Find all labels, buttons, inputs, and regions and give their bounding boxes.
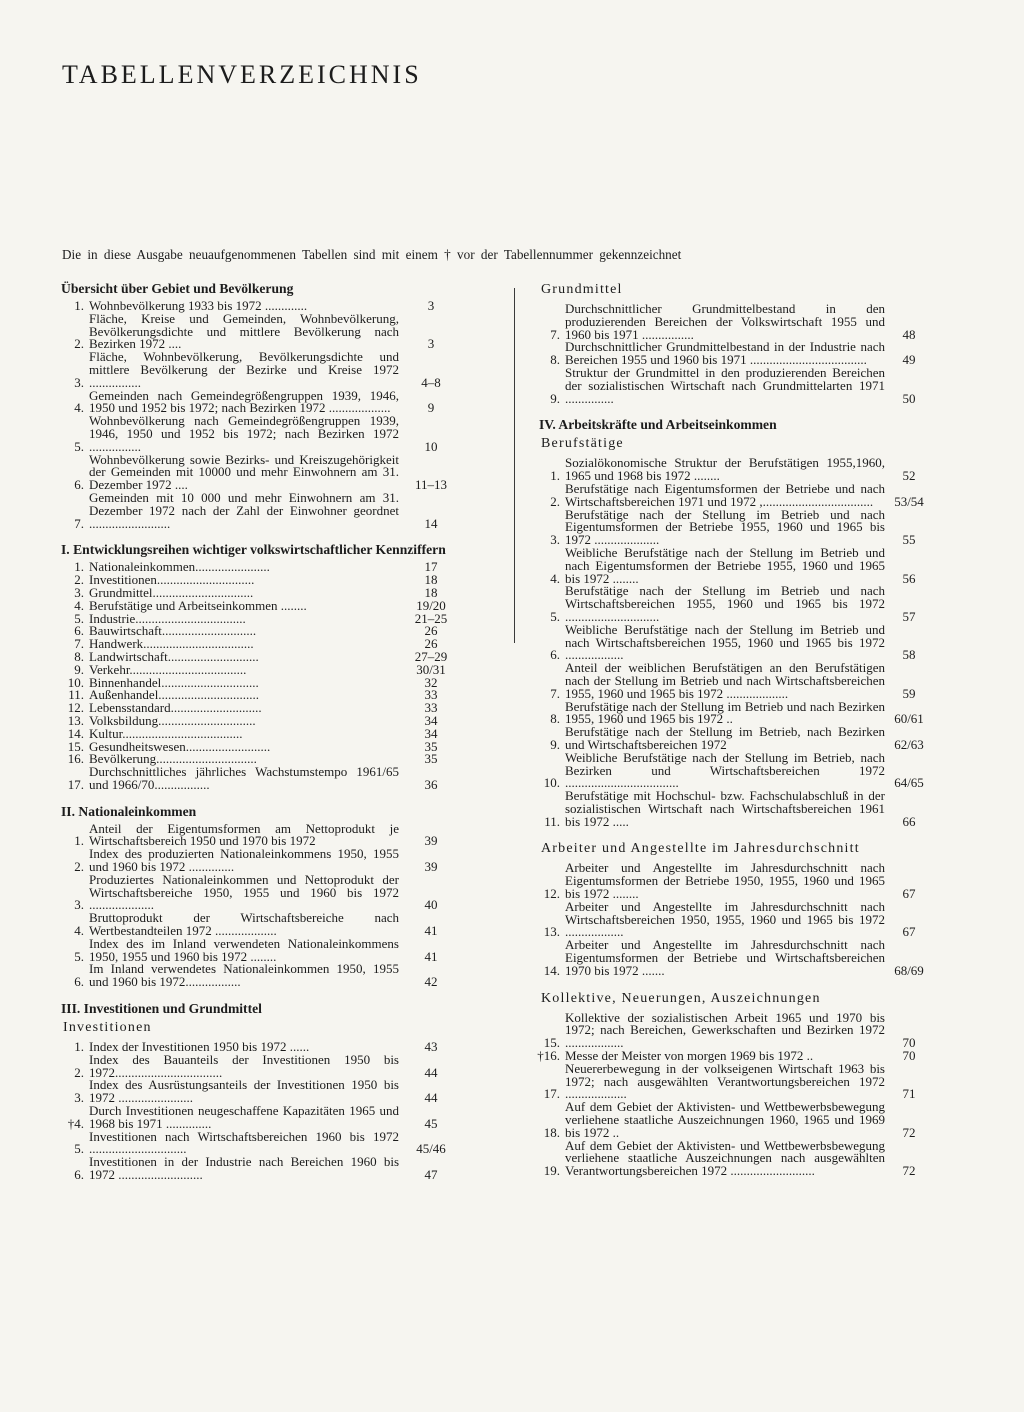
toc-entry	[55, 1128, 463, 1157]
entry-title: Fläche, Kreise und Gemeinden, Wohnbevölkerung, Bevölkerungsdichte und mittlere Bevölkerung nach Bezirken 1972 ....	[89, 310, 399, 352]
entry-title: Berufstätige nach Eigentumsformen der Betriebe und nach Wirtschaftsbereichen 1971 und 1972 ,..................................	[565, 480, 885, 509]
toc-entry	[533, 303, 933, 341]
entry-page: 10	[424, 438, 438, 454]
entry-page: 64/65	[894, 775, 924, 791]
entry-page: 66	[902, 813, 916, 829]
entry-number: 5.	[74, 610, 84, 626]
entry-title: Anteil der Eigentumsformen am Nettoprodukt je Wirtschaftsbereich 1950 und 1970 bis 1972	[89, 820, 399, 849]
entry-page: 41	[424, 948, 438, 964]
entry-title: Im Inland verwendetes Nationaleinkommen 1950, 1955 und 1960 bis 1972.................	[89, 961, 399, 990]
section-heading: II. Nationaleinkommen	[61, 803, 197, 819]
entry-title: Bruttoprodukt der Wirtschaftsbereiche nach Wertbestandteilen 1972 ...................	[89, 910, 399, 939]
toc-entry	[55, 1079, 463, 1105]
entry-title: Bauwirtschaft.............................	[89, 623, 257, 639]
entry-title: Investitionen nach Wirtschaftsbereichen 1960 bis 1972 ..............................	[89, 1128, 399, 1157]
toc-entry	[55, 489, 463, 531]
entry-number: 14.	[67, 725, 84, 741]
entry-title: Verkehr....................................	[89, 661, 247, 677]
entry-title: Arbeiter und Angestellte im Jahresdurchschnitt nach Eigentumsformen der Betriebe und Wirtschaftsbereichen 1970 bis 1972 .......	[565, 937, 885, 978]
entry-title: Lebensstandard............................	[89, 700, 262, 716]
entry-title: Wohnbevölkerung nach Gemeindegrößengruppen 1939, 1946, 1950 und 1952 bis 1972; nach Bezirken 1972 ................	[89, 413, 399, 454]
entry-title: Weibliche Berufstätige nach der Stellung im Betrieb und nach Eigentumsformen der Betriebe 1955, 1960 und 1965 bis 1972 ........	[565, 544, 885, 586]
section-heading: I. Entwicklungsreihen wichtiger volkswirtschaftlicher Kennziffern	[61, 542, 446, 558]
toc-entry	[55, 935, 463, 964]
entry-page: 70	[902, 1048, 916, 1064]
toc-entry	[533, 662, 933, 700]
entry-number: 12.	[543, 886, 560, 902]
entry-page: 3	[427, 298, 435, 313]
entry-title: Sozialökonomische Struktur der Berufstätigen 1955,1960, 1965 und 1968 bis 1972 ........	[565, 455, 885, 484]
entry-page: 58	[902, 647, 916, 663]
entry-number: 13.	[543, 924, 560, 940]
entry-page: 40	[424, 897, 438, 913]
entry-title: Berufstätige und Arbeitseinkommen ........	[89, 597, 307, 613]
entry-number: †16.	[537, 1048, 560, 1064]
entry-page: 18	[424, 584, 438, 600]
toc-entry	[533, 364, 933, 406]
toc-entry	[533, 790, 933, 828]
toc-entry	[533, 1137, 933, 1179]
toc-entry	[55, 963, 463, 989]
entry-number: 2.	[74, 1064, 84, 1080]
entry-title: Index des Ausrüstungsanteils der Investitionen 1950 bis 1972 .......................	[89, 1077, 399, 1106]
entry-page: 72	[902, 1124, 916, 1140]
entry-page: 34	[424, 712, 438, 728]
entry-list	[55, 1041, 463, 1182]
entry-page: 49	[902, 352, 916, 368]
entry-title: Struktur der Grundmittel in den produzierenden Bereichen der sozialistischen Wirtschaft nach Grundmittelarten 1971 ...............	[565, 364, 885, 406]
entry-title: Gemeinden nach Gemeindegrößengruppen 1939, 1946, 1950 und 1952 bis 1972; nach Bezirken 1972 ...................	[89, 387, 399, 416]
toc-entry	[55, 871, 463, 913]
entry-number: 10.	[543, 775, 560, 791]
entry-number: 6.	[74, 974, 84, 990]
entry-page: 44	[424, 1090, 438, 1106]
entry-number: 3.	[550, 532, 560, 548]
subsection-heading: Arbeiter und Angestellte im Jahresdurchschnitt	[541, 841, 860, 857]
toc-entry	[533, 698, 933, 727]
entry-page: 30/31	[416, 661, 446, 677]
entry-page: 53/54	[894, 493, 924, 509]
section-kollektive	[533, 991, 933, 1178]
entry-page: 4–8	[421, 374, 441, 390]
entry-page: 21–25	[414, 610, 448, 626]
entry-number: †4.	[67, 1115, 84, 1131]
section-heading: III. Investitionen und Grundmittel	[61, 1001, 262, 1017]
left-column	[55, 282, 463, 1195]
entry-title: Durchschnittliches jährliches Wachstumstempo 1961/65 und 1966/70.................	[89, 764, 399, 792]
entry-page: 39	[424, 859, 438, 875]
toc-entry	[533, 585, 933, 623]
entry-page: 44	[424, 1064, 438, 1080]
entry-number: 2.	[74, 336, 84, 352]
entry-title: Handwerk..................................	[89, 636, 254, 652]
entry-list	[533, 862, 933, 977]
section-heading: Übersicht über Gebiet und Bevölkerung	[61, 281, 294, 296]
entry-number: 3.	[74, 897, 84, 913]
entry-list	[533, 303, 933, 405]
entry-page: 67	[902, 924, 916, 940]
entry-title: Weibliche Berufstätige nach der Stellung im Betrieb und nach Wirtschaftsbereichen 1955, 1960 und 1965 bis 1972 ..................	[565, 621, 885, 663]
entry-page: 14	[424, 515, 438, 531]
entry-number: 19.	[543, 1163, 560, 1179]
entry-title: Industrie..................................	[89, 610, 246, 626]
page-title: TABELLENVERZEICHNIS	[62, 60, 422, 89]
entry-title: Anteil der weiblichen Berufstätigen an den Berufstätigen nach der Stellung im Betrieb und nach Wirtschaftsbereichen 1955, 1960 und 1965 bis 1972 ...................	[565, 660, 885, 701]
entry-number: 6.	[550, 647, 560, 663]
entry-page: 55	[902, 532, 916, 548]
entry-page: 67	[902, 886, 916, 902]
toc-entry	[55, 912, 463, 938]
entry-page: 41	[424, 923, 438, 939]
entry-number: 8.	[550, 711, 560, 727]
entry-number: 17.	[67, 776, 84, 792]
entry-number: 8.	[550, 352, 560, 368]
entry-title: Index des im Inland verwendeten Nationaleinkommens 1950, 1955 und 1960 bis 1972 ........	[89, 935, 399, 964]
entry-number: 15.	[67, 738, 84, 754]
entry-page: 57	[902, 608, 916, 624]
entry-title: Weibliche Berufstätige nach der Stellung im Betrieb, nach Bezirken und Wirtschaftsbereichen 1972 ...................................	[565, 749, 885, 791]
entry-title: Gesundheitswesen..........................	[89, 738, 271, 754]
entry-number: 7.	[550, 685, 560, 701]
entry-number: 17.	[543, 1086, 560, 1102]
entry-page: 9	[427, 400, 435, 416]
entry-title: Investitionen..............................	[89, 572, 255, 588]
toc-entry	[533, 749, 933, 791]
column-rule	[514, 288, 515, 643]
toc-entry	[533, 544, 933, 586]
toc-entry	[533, 862, 933, 900]
entry-page: 45	[424, 1115, 438, 1131]
entry-title: Investitionen in der Industrie nach Bereichen 1960 bis 1972 ..........................	[89, 1154, 399, 1183]
toc-entry	[533, 1101, 933, 1139]
entry-page: 32	[424, 674, 438, 690]
entry-title: Auf dem Gebiet der Aktivisten- und Wettbewerbsbewegung verliehene staatliche Auszeichnungen 1960, 1965 und 1969 bis 1972 ..	[565, 1099, 885, 1140]
entry-page: 39	[424, 833, 438, 849]
toc-entry	[55, 1156, 463, 1182]
intro-note: Die in diese Ausgabe neuaufgenommenen Tabellen sind mit einem † vor der Tabellennummer gekennzeichnet	[62, 247, 682, 262]
entry-title: Durchschnittlicher Grundmittelbestand in den produzierenden Bereichen der Volkswirtschaft 1955 und 1960 bis 1971 ................	[565, 301, 885, 342]
entry-number: 6.	[74, 1167, 84, 1183]
section-grundmittel	[533, 282, 933, 405]
entry-number: 4.	[74, 923, 84, 939]
entry-page: 35	[424, 751, 438, 767]
subsection-heading: Berufstätige	[541, 436, 624, 452]
entry-title: Durchschnittlicher Grundmittelbestand in der Industrie nach Bereichen 1955 und 1960 bis 1971 ....................................	[565, 339, 885, 368]
entry-page: 71	[902, 1086, 916, 1102]
entry-number: 12.	[67, 700, 84, 716]
toc-entry	[55, 415, 463, 453]
entry-page: 34	[424, 725, 438, 741]
entry-title: Landwirtschaft............................	[89, 648, 259, 664]
entry-number: 15.	[543, 1035, 560, 1051]
entry-title: Messe der Meister von morgen 1969 bis 1972 ..	[565, 1048, 814, 1064]
entry-title: Wohnbevölkerung sowie Bezirks- und Kreiszugehörigkeit der Gemeinden mit 10000 und mehr Einwohnern am 31. Dezember 1972 ....	[89, 451, 399, 493]
entry-title: Kultur.....................................	[89, 725, 243, 741]
entry-number: 5.	[74, 438, 84, 454]
entry-title: Fläche, Wohnbevölkerung, Bevölkerungsdichte und mittlere Bevölkerung der Bezirke und Kreise 1972 ................	[89, 349, 399, 390]
entry-number: 1.	[74, 559, 84, 575]
entry-page: 33	[424, 700, 438, 716]
entry-number: 2.	[550, 493, 560, 509]
entry-title: Auf dem Gebiet der Aktivisten- und Wettbewerbsbewegung verliehene staatliche Auszeichnungen nach ausgewählten Verantwortungsbereichen 1972 ..........................	[565, 1137, 885, 1179]
section-overview	[55, 282, 463, 530]
entry-number: 6.	[74, 623, 84, 639]
entry-title: Nationaleinkommen.......................	[89, 559, 270, 575]
entry-title: Binnenhandel..............................	[89, 674, 259, 690]
entry-number: 3.	[74, 374, 84, 390]
entry-number: 1.	[74, 1039, 84, 1055]
entry-list	[533, 457, 933, 828]
entry-page: 26	[424, 623, 438, 639]
section-1	[55, 543, 463, 791]
section-2	[55, 805, 463, 989]
entry-title: Arbeiter und Angestellte im Jahresdurchschnitt nach Eigentumsformen der Betriebe 1950, 1955, 1960 und 1965 bis 1972 ........	[565, 860, 885, 902]
entry-page: 35	[424, 738, 438, 754]
toc-entry	[533, 898, 933, 940]
toc-entry	[55, 1105, 463, 1131]
toc-entry	[55, 766, 463, 792]
entry-page: 47	[424, 1167, 438, 1183]
entry-page: 62/63	[894, 736, 924, 752]
subsection-heading: Kollektive, Neuerungen, Auszeichnungen	[541, 990, 821, 1006]
toc-entry	[533, 480, 933, 509]
entry-number: 8.	[74, 648, 84, 664]
section-3	[55, 1002, 463, 1182]
entry-page: 52	[902, 468, 916, 484]
section-4	[533, 418, 933, 828]
entry-page: 50	[902, 390, 916, 406]
toc-entry	[55, 310, 463, 352]
entry-number: 11.	[544, 813, 560, 829]
entry-page: 18	[424, 572, 438, 588]
entry-page: 33	[424, 687, 438, 703]
subsection-heading: Grundmittel	[541, 282, 623, 297]
entry-number: 5.	[550, 608, 560, 624]
entry-number: 10.	[67, 674, 84, 690]
section-arbeiter	[533, 841, 933, 977]
entry-title: Grundmittel...............................	[89, 584, 254, 600]
toc-entry	[55, 451, 463, 493]
toc-entry	[55, 848, 463, 874]
entry-number: 9.	[550, 736, 560, 752]
entry-title: Berufstätige nach der Stellung im Betrieb und nach Eigentumsformen der Betriebe 1955, 1960 und 1965 bis 1972 ....................	[565, 506, 885, 548]
toc-entry	[55, 820, 463, 849]
toc-entry	[533, 506, 933, 548]
entry-page: 26	[424, 636, 438, 652]
entry-list	[533, 1009, 933, 1179]
entry-number: 11.	[68, 687, 84, 703]
entry-title: Index der Investitionen 1950 bis 1972 ......	[89, 1039, 310, 1055]
entry-number: 2.	[74, 859, 84, 875]
entry-page: 43	[424, 1039, 438, 1055]
toc-entry	[533, 341, 933, 367]
entry-page: 48	[902, 326, 916, 342]
entry-title: Index des produzierten Nationaleinkommens 1950, 1955 und 1960 bis 1972 ..............	[89, 846, 399, 875]
entry-number: 1.	[74, 298, 84, 313]
toc-entry	[533, 1009, 933, 1051]
entry-page: 19/20	[416, 597, 446, 613]
entry-number: 18.	[543, 1124, 560, 1140]
entry-page: 45/46	[416, 1141, 446, 1157]
entry-number: 3.	[74, 584, 84, 600]
entry-title: Berufstätige nach der Stellung im Betrieb und nach Wirtschaftsbereichen 1955, 1960 und 1965 bis 1972 .............................	[565, 583, 885, 624]
entry-title: Wohnbevölkerung 1933 bis 1972 .............	[89, 298, 308, 313]
entry-number: 6.	[74, 477, 84, 493]
entry-list	[55, 300, 463, 530]
entry-page: 36	[424, 776, 438, 792]
right-column	[533, 282, 933, 1191]
section-heading: IV. Arbeitskräfte und Arbeitseinkommen	[539, 417, 777, 433]
subsection-heading: Investitionen	[63, 1020, 152, 1036]
entry-title: Berufstätige mit Hochschul- bzw. Fachschulabschluß in der sozialistischen Wirtschaft nach Wirtschaftsbereichen 1961 bis 1972 .....	[565, 788, 885, 829]
entry-title: Arbeiter und Angestellte im Jahresdurchschnitt nach Wirtschaftsbereichen 1950, 1955, 1960 und 1965 bis 1972 ..................	[565, 898, 885, 940]
entry-title: Volksbildung..............................	[89, 712, 256, 728]
toc-entry	[55, 351, 463, 389]
toc-entry	[533, 939, 933, 977]
entry-page: 59	[902, 685, 916, 701]
toc-entry	[533, 1060, 933, 1102]
entry-list	[55, 561, 463, 791]
entry-page: 70	[902, 1035, 916, 1051]
entry-title: Gemeinden mit 10 000 und mehr Einwohnern am 31. Dezember 1972 nach der Zahl der Einwohner geordnet .........................	[89, 489, 399, 531]
entry-title: Bevölkerung...............................	[89, 751, 257, 767]
entry-number: 7.	[74, 636, 84, 652]
entry-number: 1.	[550, 468, 560, 484]
entry-number: 2.	[74, 572, 84, 588]
entry-number: 1.	[74, 833, 84, 849]
toc-entry	[533, 621, 933, 663]
entry-number: 9.	[550, 390, 560, 406]
entry-title: Berufstätige nach der Stellung im Betrieb, nach Bezirken und Wirtschaftsbereichen 1972	[565, 724, 885, 752]
toc-entry	[533, 457, 933, 483]
entry-page: 3	[427, 336, 435, 352]
entry-number: 4.	[74, 597, 84, 613]
entry-title: Berufstätige nach der Stellung im Betrieb und nach Bezirken 1955, 1960 und 1965 bis 1972 ..	[565, 698, 885, 727]
entry-title: Neuererbewegung in der volkseigenen Wirtschaft 1963 bis 1972; nach ausgewählten Verantwortungsbereichen 1972 ...................	[565, 1060, 885, 1102]
entry-number: 4.	[74, 400, 84, 416]
entry-number: 5.	[74, 1141, 84, 1157]
entry-page: 60/61	[894, 711, 924, 727]
entry-title: Index des Bauanteils der Investitionen 1950 bis 1972.................................	[89, 1051, 399, 1080]
entry-number: 3.	[74, 1090, 84, 1106]
entry-number: 4.	[550, 570, 560, 586]
entry-list	[55, 820, 463, 990]
toc-entry	[533, 726, 933, 752]
entry-page: 68/69	[894, 962, 924, 978]
entry-number: 7.	[550, 326, 560, 342]
toc-entry	[55, 1051, 463, 1080]
entry-title: Produziertes Nationaleinkommen und Nettoprodukt der Wirtschaftsbereiche 1950, 1955 und 1960 bis 1972 ....................	[89, 871, 399, 913]
entry-number: 14.	[543, 962, 560, 978]
toc-entry	[55, 387, 463, 416]
entry-page: 42	[424, 974, 438, 990]
entry-title: Kollektive der sozialistischen Arbeit 1965 und 1970 bis 1972; nach Bereichen, Gewerkschaften und Bezirken 1972 ..................	[565, 1009, 885, 1051]
entry-page: 56	[902, 570, 916, 586]
entry-number: 9.	[74, 661, 84, 677]
entry-number: 7.	[74, 515, 84, 531]
entry-number: 16.	[67, 751, 84, 767]
entry-page: 72	[902, 1163, 916, 1179]
entry-page: 27–29	[414, 648, 448, 664]
entry-page: 11–13	[414, 477, 448, 493]
entry-number: 5.	[74, 948, 84, 964]
entry-page: 17	[424, 559, 438, 575]
entry-number: 13.	[67, 712, 84, 728]
entry-title: Außenhandel...............................	[89, 687, 260, 703]
entry-title: Durch Investitionen neugeschaffene Kapazitäten 1965 und 1968 bis 1971 ..............	[89, 1103, 399, 1131]
